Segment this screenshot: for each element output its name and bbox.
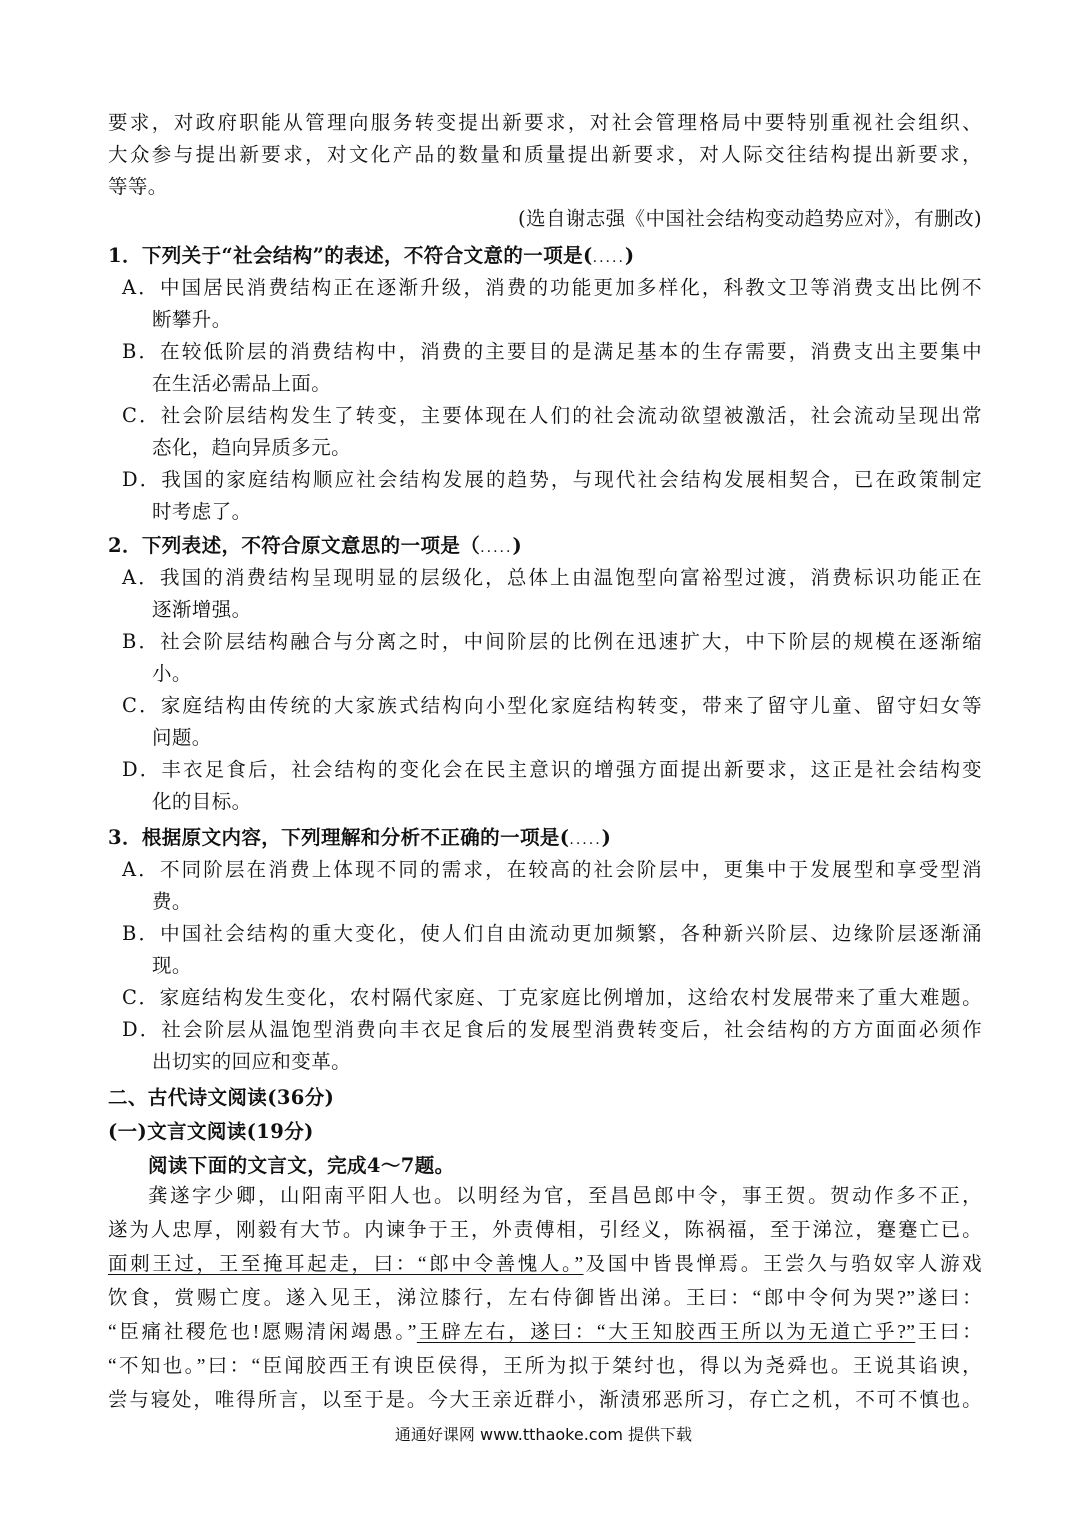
question-1 bbox=[108, 240, 982, 528]
option-c: C．社会阶层结构发生了转变，主要体现在人们的社会流动欲望被激活，社会流动呈现出常 bbox=[122, 404, 982, 427]
option-b: B．在较低阶层的消费结构中，消费的主要目的是满足基本的生存需要，消费支出主要集中 bbox=[122, 340, 982, 363]
classical-passage bbox=[108, 1180, 982, 1418]
answer-blank: ..... bbox=[480, 540, 513, 556]
question-stem bbox=[108, 240, 982, 272]
option-a-cont: 逐渐增强。 bbox=[152, 598, 252, 621]
option-d-cont: 出切实的回应和变革。 bbox=[152, 1050, 352, 1073]
stem-close: ) bbox=[601, 826, 612, 849]
option-c-cont: 问题。 bbox=[152, 726, 212, 749]
question-stem bbox=[108, 530, 982, 562]
text-line: 大众参与提出新要求，对文化产品的数量和质量提出新要求，对人际交往结构提出新要求， bbox=[108, 143, 982, 166]
reading-instruction: 阅读下面的文言文，完成4～7题。 bbox=[148, 1154, 455, 1177]
option-b: B．中国社会结构的重大变化，使人们自由流动更加频繁，各种新兴阶层、边缘阶层逐渐涌 bbox=[122, 922, 982, 945]
passage-text: “臣痛社稷危也!愿赐清闲竭愚。” bbox=[108, 1322, 417, 1343]
option-d-cont: 化的目标。 bbox=[152, 790, 252, 813]
answer-blank: ..... bbox=[592, 250, 625, 266]
question-stem bbox=[108, 822, 982, 854]
passage-line: “不知也。”曰：“臣闻胶西王有谀臣侯得，王所为拟于桀纣也，得以为尧舜也。王说其谄谀， bbox=[108, 1356, 982, 1377]
question-2 bbox=[108, 530, 982, 818]
text-line: 要求，对政府职能从管理向服务转变提出新要求，对社会管理格局中要特别重视社会组织、 bbox=[108, 111, 982, 134]
question-3 bbox=[108, 822, 982, 1078]
stem-close: ) bbox=[624, 244, 635, 267]
source-citation: (选自谢志强《中国社会结构变动趋势应对》，有删改) bbox=[518, 207, 982, 230]
stem-text: 2．下列表述，不符合原文意思的一项是（ bbox=[108, 534, 481, 557]
option-d: D．社会阶层从温饱型消费向丰衣足食后的发展型消费转变后，社会结构的方方面面必须作 bbox=[122, 1018, 982, 1041]
answer-blank: ..... bbox=[569, 832, 602, 848]
stem-text: 3．根据原文内容，下列理解和分析不正确的一项是( bbox=[108, 826, 570, 849]
option-a: A．中国居民消费结构正在逐渐升级，消费的功能更加多样化，科教文卫等消费支出比例不 bbox=[122, 276, 982, 299]
passage-line bbox=[108, 1316, 982, 1350]
section-heading: 二、古代诗文阅读(36分) bbox=[108, 1086, 335, 1109]
option-c: C．家庭结构由传统的大家族式结构向小型化家庭结构转变，带来了留守儿童、留守妇女等 bbox=[122, 694, 982, 717]
option-b-cont: 现。 bbox=[152, 954, 192, 977]
option-c-cont: 态化，趋向异质多元。 bbox=[152, 436, 352, 459]
option-a-cont: 断攀升。 bbox=[152, 308, 232, 331]
intro-paragraph bbox=[108, 107, 982, 235]
option-b-cont: 小。 bbox=[152, 662, 192, 685]
page-footer: 通通好课网 www.tthaoke.com 提供下载 bbox=[394, 1425, 693, 1444]
passage-line: 遂为人忠厚，刚毅有大节。内谏争于王，外责傅相，引经义，陈祸福，至于涕泣，蹇蹇亡已。 bbox=[108, 1220, 982, 1241]
option-b: B．社会阶层结构融合与分离之时，中间阶层的比例在迅速扩大，中下阶层的规模在逐渐缩 bbox=[122, 630, 982, 653]
underlined-sentence: 面刺王过，王至掩耳起走，曰：“郎中令善愧人。” bbox=[108, 1254, 584, 1275]
passage-line bbox=[108, 1248, 982, 1282]
passage-line: 尝与寝处，唯得所言，以至于是。今大王亲近群小，渐渍邪恶所习，存亡之机，不可不慎也。 bbox=[108, 1390, 982, 1411]
option-b-cont: 在生活必需品上面。 bbox=[152, 372, 332, 395]
passage-text: 及国中皆畏惮焉。王尝久与驺奴宰人游戏 bbox=[583, 1254, 983, 1275]
option-c: C．家庭结构发生变化，农村隔代家庭、丁克家庭比例增加，这给农村发展带来了重大难题。 bbox=[122, 986, 982, 1009]
option-a-cont: 费。 bbox=[152, 890, 192, 913]
subsection-heading: (一)文言文阅读(19分) bbox=[108, 1120, 314, 1143]
passage-line: 龚遂字少卿，山阳南平阳人也。以明经为官，至昌邑郎中令，事王贺。贺动作多不正， bbox=[148, 1186, 982, 1207]
passage-text: 王曰： bbox=[915, 1322, 982, 1343]
passage-line: 饮食，赏赐亡度。遂入见王，涕泣膝行，左右侍御皆出涕。王曰：“郎中令何为哭?”遂曰： bbox=[108, 1288, 982, 1309]
option-d: D．我国的家庭结构顺应社会结构发展的趋势，与现代社会结构发展相契合，已在政策制定 bbox=[122, 468, 982, 491]
underlined-sentence: 王辟左右，遂曰：“大王知胶西王所以为无道亡乎?” bbox=[416, 1322, 916, 1343]
option-d: D．丰衣足食后，社会结构的变化会在民主意识的增强方面提出新要求，这正是社会结构变 bbox=[122, 758, 982, 781]
stem-text: 1．下列关于“社会结构”的表述，不符合文意的一项是( bbox=[108, 244, 593, 267]
text-line: 等等。 bbox=[108, 175, 168, 198]
option-a: A．我国的消费结构呈现明显的层级化，总体上由温饱型向富裕型过渡，消费标识功能正在 bbox=[122, 566, 982, 589]
stem-close: ) bbox=[512, 534, 523, 557]
option-d-cont: 时考虑了。 bbox=[152, 500, 252, 523]
option-a: A．不同阶层在消费上体现不同的需求，在较高的社会阶层中，更集中于发展型和享受型消 bbox=[122, 858, 982, 881]
